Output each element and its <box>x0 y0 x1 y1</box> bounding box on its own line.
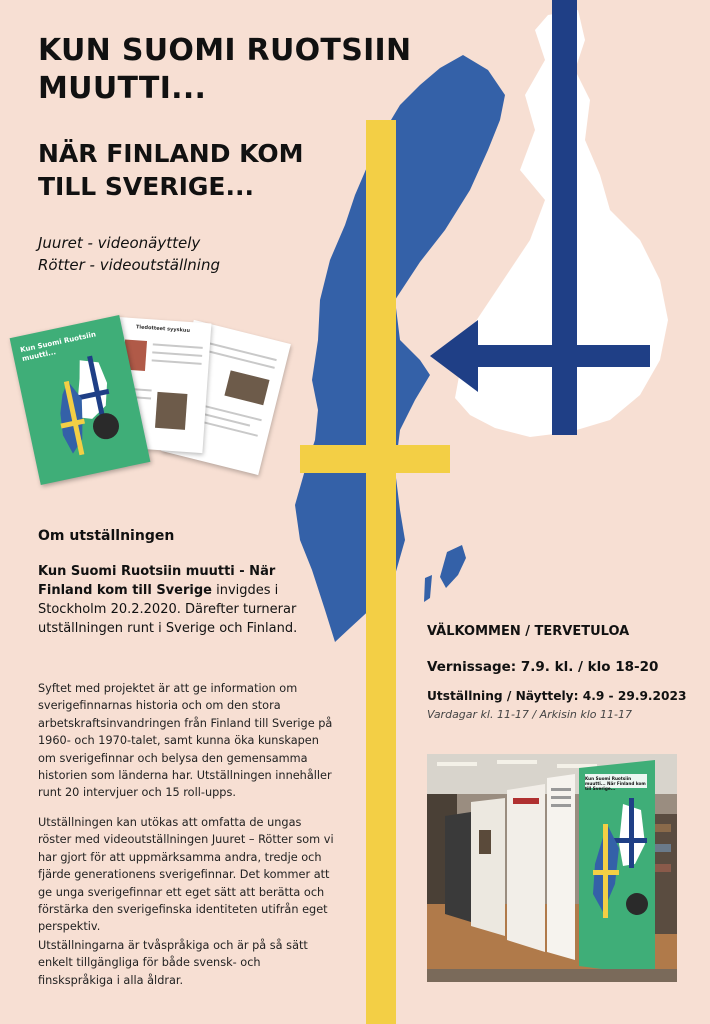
finland-cross-horizontal <box>460 345 650 367</box>
sweden-cross-vertical <box>366 120 396 1024</box>
exhibition-dates: Utställning / Näyttely: 4.9 - 29.9.2023 <box>427 689 687 703</box>
about-intro <box>38 562 318 638</box>
opening-hours: Vardagar kl. 11-17 / Arkisin klo 11-17 <box>427 708 632 721</box>
gotland-island <box>440 545 466 588</box>
subtitle <box>38 232 318 276</box>
brochure-cover-title: Kun Suomi Ruotsiin muutti... <box>19 330 97 364</box>
subtitle-finnish: Juuret - videonäyttely <box>38 234 201 252</box>
exhibition-photo <box>427 754 677 982</box>
arrow-icon <box>430 320 478 392</box>
oland-island <box>424 575 432 602</box>
subtitle-swedish: Rötter - videoutställning <box>38 256 220 274</box>
about-paragraph-1: Syftet med projektet är att ge information om sverigefinnarnas historia och om den stora arbetskraftsinvandringen från Finland till Sverige på 1960- och 1970-talet, samt kunna öka kunskapen om sverigefinnar och belysa den gemensamma historien som länderna har. Utställningen innehåller runt 20 intervjuer och 15 roll-upps. <box>38 682 333 800</box>
vernissage-info: Vernissage: 7.9. kl. / klo 18-20 <box>427 659 659 675</box>
title-finnish: KUN SUOMI RUOTSIIN MUUTTI... <box>38 33 412 106</box>
about-paragraph-3: Utställningarna är tvåspråkiga och är på så sätt enkelt tillgängliga för både svensk- och finskspråkiga i alla åldrar. <box>38 939 308 987</box>
title-swedish: NÄR FINLAND KOM TILL SVERIGE... <box>38 139 304 201</box>
welcome-heading: VÄLKOMMEN / TERVETULOA <box>427 624 630 639</box>
rollup-title: Kun Suomi Ruotsiin muutti... När Finland kom till Sverige... <box>585 776 646 791</box>
about-paragraph-2: Utställningen kan utökas att omfatta de ungas röster med videoutställningen Juuret – Rötter som vi har gjort för att uppmärksamma andra, tredje och fjärde generationens sverigefinnar. Det kommer att ge unga sverigefinnar ett eget sätt att berätta och förstärka den sverigefinska identiteten utifrån eget perspektiv. <box>38 816 334 934</box>
intro-exhibition-name: Kun Suomi Ruotsiin muutti - När Finland kom till Sverige <box>38 564 276 598</box>
brochure-page-title: Tiedotteet syyskuu <box>135 324 191 334</box>
finland-cross-vertical <box>552 0 577 435</box>
about-heading: Om utställningen <box>38 528 175 544</box>
sweden-cross-horizontal <box>300 445 450 473</box>
intro-text: invigdes i Stockholm 20.2.2020. Därefter turnerar utställningen runt i Sverige och Finland. <box>38 583 298 636</box>
